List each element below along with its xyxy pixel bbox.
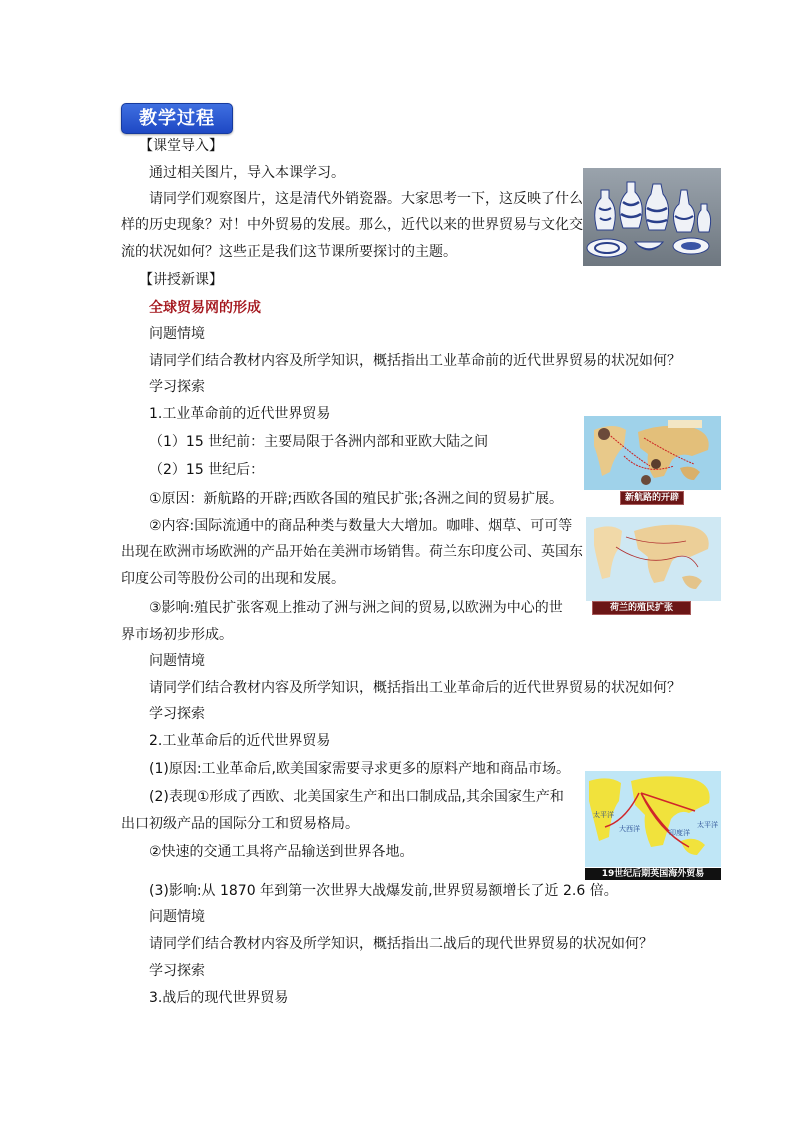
- ocean-label: 大西洋: [619, 825, 640, 833]
- text-line: (3)影响:从 1870 年到第一次世界大战爆发前,世界贸易额增长了近 2.6 倍。: [149, 883, 618, 899]
- text-line: 流的状况如何？这些正是我们这节课所要探讨的主题。: [121, 244, 457, 260]
- ocean-label: 太平洋: [697, 821, 718, 829]
- map-new-sea-routes: [584, 416, 721, 490]
- text-line: 请同学们结合教材内容及所学知识，概括指出工业革命前的近代世界贸易的状况如何？: [149, 353, 681, 369]
- text-line: 请同学们结合教材内容及所学知识，概括指出工业革命后的近代世界贸易的状况如何？: [149, 680, 681, 696]
- text-line: 问题情境: [149, 909, 205, 925]
- text-line: ②快速的交通工具将产品输送到世界各地。: [149, 844, 414, 860]
- text-line: 【讲授新课】: [139, 272, 223, 288]
- text-line: 【课堂导入】: [139, 138, 223, 154]
- text-line: 请同学们观察图片，这是清代外销瓷器。大家思考一下，这反映了什么: [149, 191, 583, 207]
- text-line: 3.战后的现代世界贸易: [149, 990, 289, 1006]
- text-line: 学习探索: [149, 963, 205, 979]
- map-dutch-expansion: [586, 517, 721, 601]
- section-banner: 教学过程: [121, 103, 233, 134]
- text-line: 1.工业革命前的近代世界贸易: [149, 406, 331, 422]
- text-line: 问题情境: [149, 653, 205, 669]
- map1-caption: 新航路的开辟: [620, 491, 684, 505]
- map-british-trade: [585, 771, 721, 867]
- text-line: ③影响:殖民扩张客观上推动了洲与洲之间的贸易,以欧洲为中心的世: [149, 600, 563, 616]
- text-line: 问题情境: [149, 326, 205, 342]
- text-line: (1)原因:工业革命后,欧美国家需要寻求更多的原料产地和商品市场。: [149, 761, 570, 777]
- text-line: 印度公司等股份公司的出现和发展。: [121, 571, 345, 587]
- text-line: （2）15 世纪后：: [149, 462, 265, 478]
- text-line: 出现在欧洲市场欧洲的产品开始在美洲市场销售。荷兰东印度公司、英国东: [121, 544, 583, 560]
- text-line: 界市场初步形成。: [121, 627, 233, 643]
- text-line: 出口初级产品的国际分工和贸易格局。: [121, 816, 359, 832]
- map3-caption: 19世纪后期英国海外贸易: [585, 868, 721, 880]
- text-line: 请同学们结合教材内容及所学知识，概括指出二战后的现代世界贸易的状况如何？: [149, 936, 653, 952]
- ocean-label: 印度洋: [669, 829, 690, 837]
- text-line: 学习探索: [149, 706, 205, 722]
- porcelain-photo: [583, 168, 721, 266]
- text-line: 通过相关图片，导入本课学习。: [149, 165, 345, 181]
- section-heading: 全球贸易网的形成: [149, 300, 261, 316]
- text-line: ②内容:国际流通中的商品种类与数量大大增加。咖啡、烟草、可可等: [149, 518, 573, 534]
- text-line: 学习探索: [149, 379, 205, 395]
- text-line: 样的历史现象？对！中外贸易的发展。那么，近代以来的世界贸易与文化交: [121, 217, 583, 233]
- text-line: 2.工业革命后的近代世界贸易: [149, 733, 331, 749]
- ocean-label: 太平洋: [593, 811, 614, 819]
- text-line: （1）15 世纪前：主要局限于各洲内部和亚欧大陆之间: [149, 434, 489, 450]
- text-line: (2)表现①形成了西欧、北美国家生产和出口制成品,其余国家生产和: [149, 789, 564, 805]
- map2-caption: 荷兰的殖民扩张: [592, 601, 691, 615]
- text-line: ①原因：新航路的开辟;西欧各国的殖民扩张;各洲之间的贸易扩展。: [149, 491, 563, 507]
